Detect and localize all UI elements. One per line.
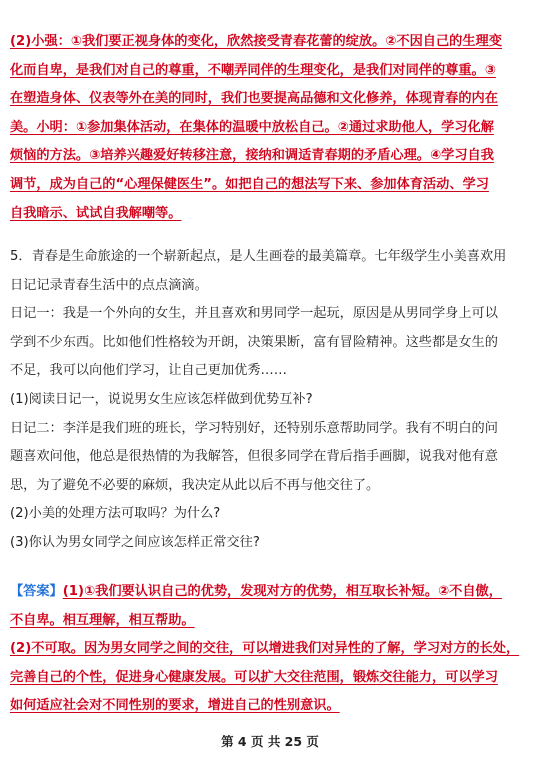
answer-line-text: 美。小明：①参加集体活动，在集体的温暖中放松自己。②通过求助他人，学习化解 (10, 119, 494, 135)
answer-tag: 【答案】 (10, 584, 63, 599)
answer-part2-block (10, 28, 522, 228)
page-footer: 第 4 页 共 25 页 (221, 734, 319, 749)
answer-line-text: 在塑造身体、仪表等外在美的同时，我们也要提高品德和文化修养，体现青春的内在 (10, 91, 498, 107)
answer-line-text: 如何适应社会对不同性别的要求，增进自己的性别意识。 (10, 698, 340, 714)
question-intro-line: 5．青春是生命旅途的一个崭新起点，是人生画卷的最美篇章。七年级学生小美喜欢用 (10, 249, 507, 264)
answer-line-text: 自我暗示、试试自我解嘲等。 (10, 205, 182, 221)
sub-question-3: (3)你认为男女同学之间应该怎样正常交往? (10, 534, 260, 550)
diary-2-line: 题喜欢问他，他总是很热情的为我解答，但很多同学在背后指手画脚，说我对他有意 (10, 449, 498, 465)
diary-1-line: 日记一：我是一个外向的女生，并且喜欢和男同学一起玩，原因是从男同学身上可以 (10, 306, 498, 322)
sub-question-1: (1)阅读日记一，说说男女生应该怎样做到优势互补? (10, 391, 313, 407)
answer-line (10, 171, 522, 200)
answer-line-text: (2)不可取。因为男女同学之间的交往，可以增进我们对异性的了解，学习对方的长处， (10, 641, 520, 657)
answer-line-text: 调节，成为自己的“心理保健医生”。如把自己的想法写下来、参加体育活动、学习 (10, 176, 489, 192)
answer-line (10, 635, 522, 664)
answer-line-text: (1)①我们要认识自己的优势，发现对方的优势，相互取长补短。②不自傲， (62, 584, 502, 599)
diary-1-line: 学到不少东西。比如他们性格较为开朗，决策果断，富有冒险精神。这些都是女生的 (10, 334, 498, 350)
answer-line-text: (2)小强：①我们要正视身体的变化，欣然接受青春花蕾的绽放。②不因自己的生理变 (10, 34, 502, 49)
sub-question-2: (2)小美的处理方法可取吗？为什么? (10, 506, 221, 522)
answer-line (10, 607, 522, 636)
answer-line (10, 85, 522, 114)
answer-line-text: 完善自己的个性，促进身心健康发展。可以扩大交往范围，锻炼交往能力，可以学习 (10, 669, 498, 685)
answer-line (10, 57, 522, 86)
answer-line (10, 142, 522, 171)
answer-line (10, 692, 522, 721)
question-intro-line: 日记记录青春生活中的点点滴滴。 (10, 277, 208, 293)
diary-1-line: 不足，我可以向他们学习，让自己更加优秀…… (10, 363, 287, 379)
answer-line (10, 578, 522, 607)
question-5-block (10, 243, 522, 558)
answer-line (10, 114, 522, 143)
answer-line-text: 烦恼的方法。③培养兴趣爱好转移注意，接纳和调适青春期的矛盾心理。④学习自我 (10, 148, 494, 164)
answer-line-text: 不自卑。相互理解，相互帮助。 (10, 612, 195, 628)
answer-5-block (10, 578, 522, 721)
answer-line (10, 200, 522, 229)
answer-line (10, 28, 522, 57)
answer-line (10, 664, 522, 693)
diary-2-line: 日记二：李洋是我们班的班长，学习特别好，还特别乐意帮助同学。我有不明白的问 (10, 420, 498, 436)
answer-line-text: 化而自卑，是我们对自己的尊重，不嘲弄同伴的生理变化，是我们对同伴的尊重。③ (10, 62, 496, 78)
diary-2-line: 思，为了避免不必要的麻烦，我决定从此以后不再与他交往了。 (10, 477, 380, 493)
